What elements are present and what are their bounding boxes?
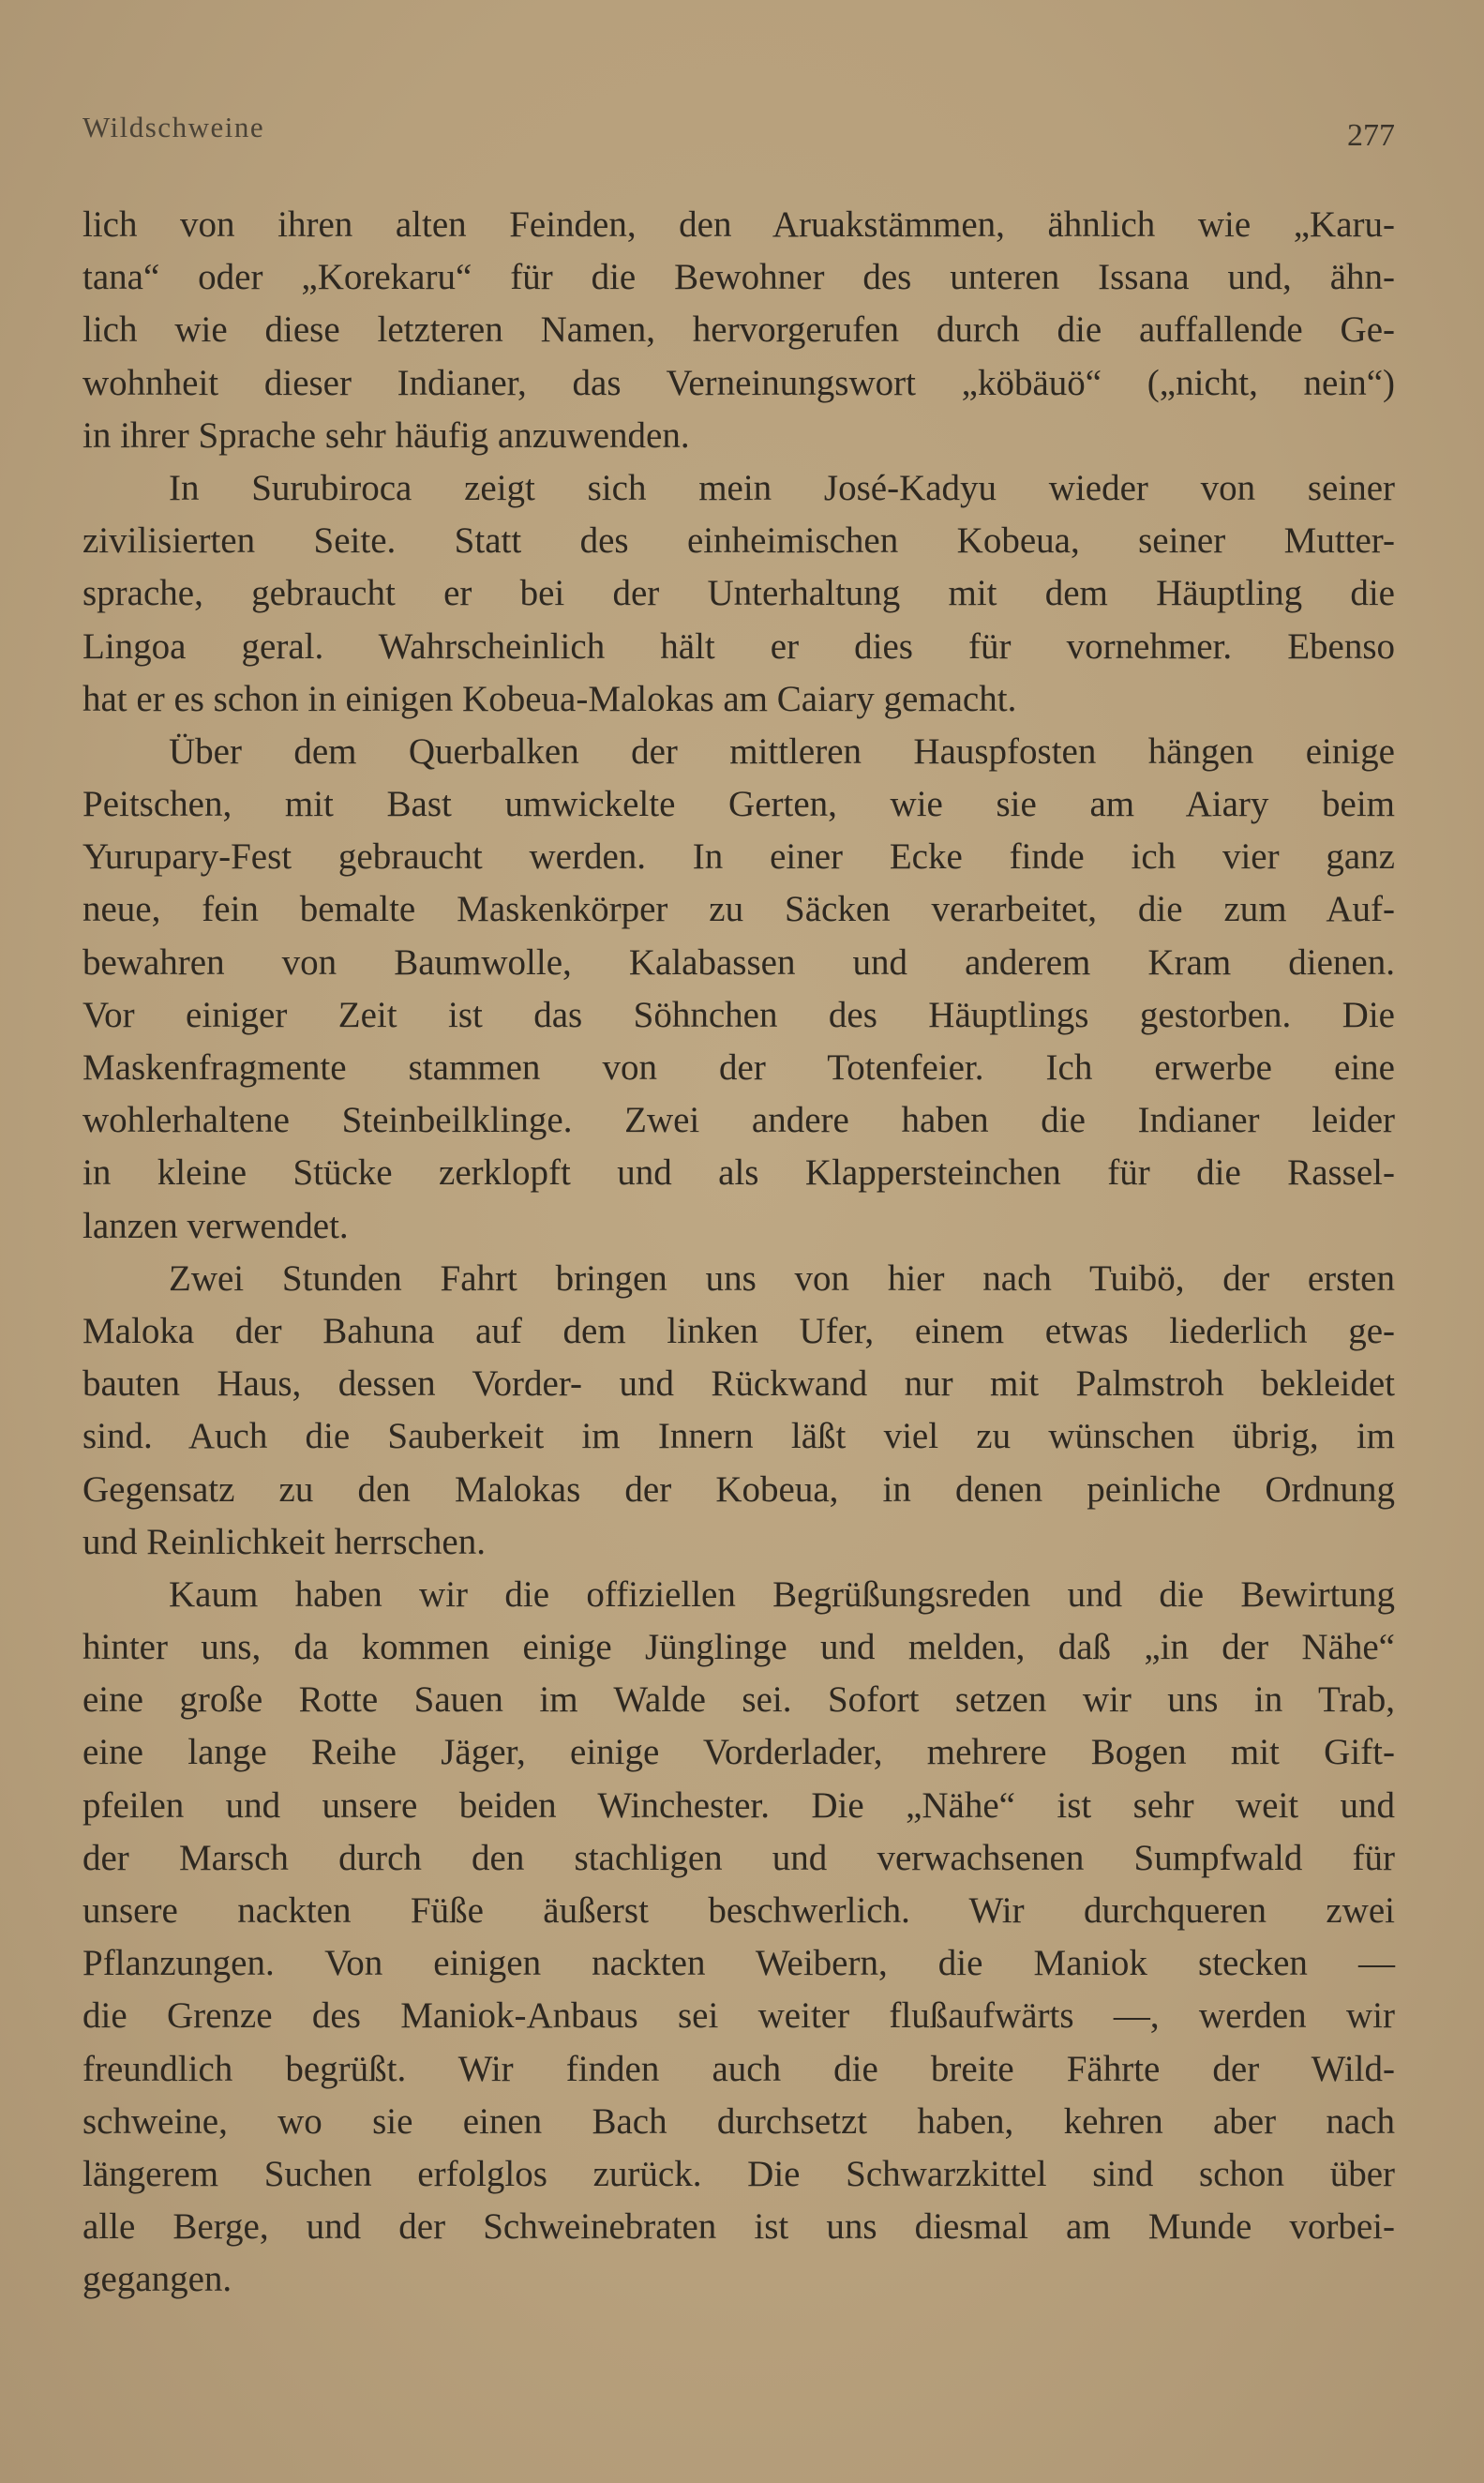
paragraph — [82, 1253, 1395, 1569]
text-line: lich wie diese letzteren Namen, hervorgerufen durch die auffallende Ge- — [82, 309, 1395, 351]
text-line: sind. Auch die Sauberkeit im Innern läßt viel zu wünschen übrig, im — [82, 1416, 1395, 1457]
body-text — [82, 199, 1395, 2307]
text-line: Peitschen, mit Bast umwickelte Gerten, wie sie am Aiary beim — [82, 784, 1395, 825]
text-line: zivilisierten Seite. Statt des einheimischen Kobeua, seiner Mutter- — [82, 520, 1395, 562]
text-line: Pflanzungen. Von einigen nackten Weibern, die Maniok stecken — — [82, 1943, 1395, 1984]
text-line: tana“ oder „Korekaru“ für die Bewohner des unteren Issana und, ähn- — [82, 257, 1395, 298]
text-line: lanzen verwendet. — [82, 1205, 349, 1246]
text-line: in kleine Stücke zerklopft und als Klappersteinchen für die Rassel- — [82, 1152, 1395, 1194]
text-line: die Grenze des Maniok-Anbaus sei weiter flußaufwärts —, werden wir — [82, 1995, 1395, 2037]
text-line: sprache, gebraucht er bei der Unterhaltung mit dem Häuptling die — [82, 573, 1395, 614]
text-line: eine lange Reihe Jäger, einige Vorderlader, mehrere Bogen mit Gift- — [82, 1732, 1395, 1773]
text-line: schweine, wo sie einen Bach durchsetzt haben, kehren aber nach — [82, 2100, 1395, 2142]
page-header — [82, 111, 1395, 152]
text-line: alle Berge, und der Schweinebraten ist uns diesmal am Munde vorbei- — [82, 2206, 1395, 2248]
text-line: hinter uns, da kommen einige Jünglinge und melden, daß „in der Nähe“ — [82, 1627, 1395, 1668]
text-line: und Reinlichkeit herrschen. — [82, 1521, 486, 1562]
text-line: neue, fein bemalte Maskenkörper zu Säcken verarbeitet, die zum Auf- — [82, 889, 1395, 930]
paragraph — [82, 726, 1395, 1253]
text-line: Kaum haben wir die offiziellen Begrüßungsreden und die Bewirtung — [169, 1573, 1395, 1615]
text-line: Gegensatz zu den Malokas der Kobeua, in denen peinliche Ordnung — [82, 1468, 1395, 1510]
paragraph — [82, 199, 1395, 462]
text-line: Yurupary-Fest gebraucht werden. In einer Ecke finde ich vier ganz — [82, 836, 1395, 878]
text-line: Lingoa geral. Wahrscheinlich hält er dies für vornehmer. Ebenso — [82, 625, 1395, 667]
text-line: längerem Suchen erfolglos zurück. Die Schwarzkittel sind schon über — [82, 2153, 1395, 2194]
paragraph — [82, 462, 1395, 726]
text-line: eine große Rotte Sauen im Walde sei. Sofort setzen wir uns in Trab, — [82, 1679, 1395, 1721]
text-line: wohnheit dieser Indianer, das Verneinungswort „köbäuö“ („nicht, nein“) — [82, 362, 1395, 403]
text-line: Vor einiger Zeit ist das Söhnchen des Häuptlings gestorben. Die — [82, 994, 1395, 1035]
text-line: bauten Haus, dessen Vorder- und Rückwand nur mit Palmstroh bekleidet — [82, 1363, 1395, 1405]
text-line: wohlerhaltene Steinbeilklinge. Zwei andere haben die Indianer leider — [82, 1100, 1395, 1141]
text-line: freundlich begrüßt. Wir finden auch die breite Fährte der Wild- — [82, 2048, 1395, 2089]
text-line: pfeilen und unsere beiden Winchester. Die „Nähe“ ist sehr weit und — [82, 1784, 1395, 1826]
paragraph — [82, 1569, 1395, 2307]
text-line: In Surubiroca zeigt sich mein José-Kadyu wieder von seiner — [169, 467, 1395, 508]
text-line: Maskenfragmente stammen von der Totenfeier. Ich erwerbe eine — [82, 1047, 1395, 1088]
text-line: bewahren von Baumwolle, Kalabassen und anderem Kram dienen. — [82, 941, 1395, 983]
text-line: Über dem Querbalken der mittleren Hauspfosten hängen einige — [169, 730, 1395, 772]
text-line: hat er es schon in einigen Kobeua-Malokas am Caiary gemacht. — [82, 678, 1017, 719]
text-line: lich von ihren alten Feinden, den Aruakstämmen, ähnlich wie „Karu- — [82, 204, 1395, 245]
text-line: gegangen. — [82, 2259, 232, 2300]
page-number: 277 — [1347, 118, 1395, 153]
text-line: unsere nackten Füße äußerst beschwerlich. Wir durchqueren zwei — [82, 1890, 1395, 1931]
running-title: Wildschweine — [82, 111, 265, 143]
text-line: Zwei Stunden Fahrt bringen uns von hier nach Tuibö, der ersten — [169, 1257, 1395, 1299]
text-line: in ihrer Sprache sehr häufig anzuwenden. — [82, 414, 690, 456]
text-line: der Marsch durch den stachligen und verwachsenen Sumpfwald für — [82, 1837, 1395, 1878]
text-line: Maloka der Bahuna auf dem linken Ufer, einem etwas liederlich ge- — [82, 1310, 1395, 1351]
